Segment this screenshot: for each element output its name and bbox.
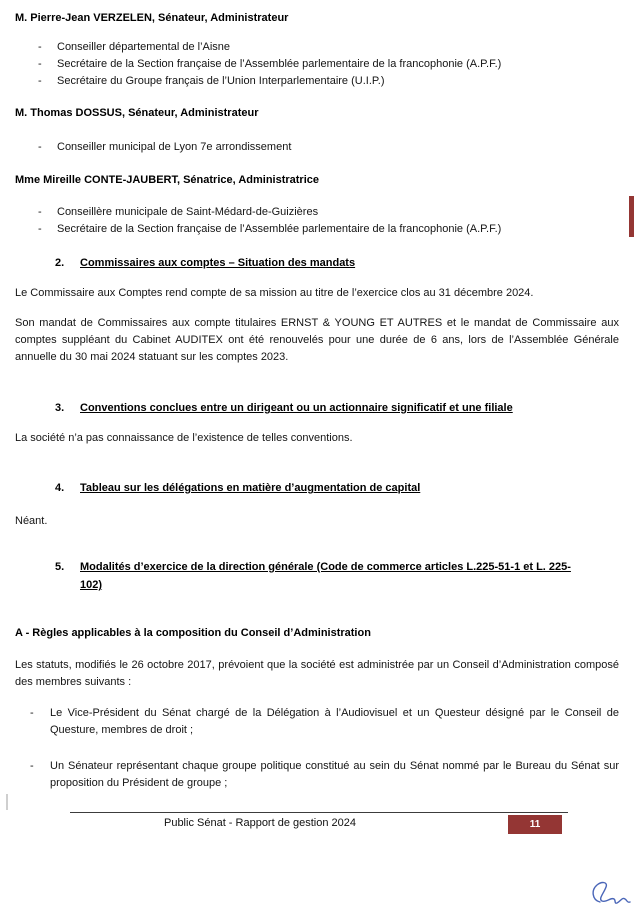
administrator-name: M. Pierre-Jean VERZELEN, Sénateur, Administrateur: [15, 12, 289, 24]
section-number: 4.: [55, 482, 65, 494]
section-heading: [15, 558, 619, 594]
mandate-text: Secrétaire du Groupe français de l’Union Interparlementaire (U.I.P.): [57, 75, 385, 87]
subsection-composition-conseil: [15, 625, 619, 792]
dash-marker: -: [38, 41, 42, 53]
mandate-text: Conseiller départemental de l’Aisne: [57, 41, 231, 53]
revision-margin-bar: [629, 196, 634, 237]
administrator-block-conte-jaubert: [15, 172, 619, 238]
paragraph: Néant.: [15, 515, 48, 527]
administrator-name: M. Thomas DOSSUS, Sénateur, Administrateur: [15, 107, 259, 119]
footer-divider: [70, 812, 568, 813]
dash-marker: -: [38, 223, 42, 235]
paragraph: Le Commissaire aux Comptes rend compte de sa mission au titre de l’exercice clos au 31 décembre 2024.: [15, 287, 534, 299]
mandates-list: [15, 204, 619, 238]
mandates-list: [15, 139, 619, 156]
section-heading: [15, 400, 619, 416]
section-direction-generale: [15, 558, 619, 594]
rule-text: Un Sénateur représentant chaque groupe politique constitué au sein du Sénat nommé par le Bureau du Sénat sur proposition du Président de groupe ;: [50, 760, 619, 789]
paragraph: Les statuts, modifiés le 26 octobre 2017, prévoient que la société est administrée par un Conseil d’Administration composé des membres suivants :: [15, 659, 619, 688]
dash-marker: -: [38, 75, 42, 87]
section-title: Conventions conclues entre un dirigeant ou un actionnaire significatif et une filiale: [80, 402, 513, 414]
dash-marker: -: [38, 58, 42, 70]
list-item: [15, 758, 619, 792]
administrator-block-dossus: [15, 105, 619, 156]
page-number-badge: [508, 815, 562, 834]
administrator-name: Mme Mireille CONTE-JAUBERT, Sénatrice, Administratrice: [15, 174, 320, 186]
section-number: 3.: [55, 402, 65, 414]
dash-marker: -: [30, 760, 34, 772]
mandate-text: Secrétaire de la Section française de l’Assemblée parlementaire de la francophonie (A.P.F.): [57, 58, 502, 70]
dash-marker: -: [38, 141, 42, 153]
section-number: 5.: [55, 561, 65, 573]
section-commissaires-aux-comptes: [15, 255, 619, 366]
dash-marker: -: [38, 206, 42, 218]
page-content: [15, 10, 619, 792]
section-number: 2.: [55, 257, 65, 269]
scan-edge-mark: [6, 794, 8, 810]
list-item: [15, 56, 619, 73]
section-heading: [15, 255, 619, 271]
composition-rules-list: [15, 705, 619, 792]
list-item: [15, 204, 619, 221]
mandates-list: [15, 39, 619, 90]
mandate-text: Secrétaire de la Section française de l’Assemblée parlementaire de la francophonie (A.P.F.): [57, 223, 502, 235]
list-item: [15, 705, 619, 739]
section-heading: [15, 480, 619, 496]
subsection-heading: A - Règles applicables à la composition du Conseil d’Administration: [15, 627, 371, 639]
mandate-text: Conseillère municipale de Saint-Médard-de-Guizières: [57, 206, 319, 218]
section-title: Commissaires aux comptes – Situation des mandats: [80, 257, 356, 269]
section-title: Modalités d’exercice de la direction générale (Code de commerce articles L.225-51-1 et L. 225-102): [80, 561, 571, 591]
paragraph: Son mandat de Commissaires aux compte titulaires ERNST & YOUNG ET AUTRES et le mandat de Commissaire aux comptes suppléant du Cabinet AUDITEX ont été renouvelés pour une durée de 6 ans, lors de l’Assemblée Générale annuelle du 30 mai 2024 statuant sur les comptes 2023.: [15, 317, 619, 363]
list-item: [15, 139, 619, 156]
dash-marker: -: [30, 707, 34, 719]
section-delegations-capital: [15, 480, 619, 529]
administrator-block-verzelen: [15, 10, 619, 90]
handwritten-initials-mark: [588, 878, 632, 912]
page-number: 11: [529, 819, 541, 830]
list-item: [15, 39, 619, 56]
list-item: [15, 221, 619, 238]
paragraph: La société n’a pas connaissance de l’existence de telles conventions.: [15, 432, 353, 444]
list-item: [15, 73, 619, 90]
rule-text: Le Vice-Président du Sénat chargé de la Délégation à l’Audiovisuel et un Questeur désigné par le Conseil de Questure, membres de droit ;: [50, 707, 619, 736]
section-title: Tableau sur les délégations en matière d’augmentation de capital: [80, 482, 421, 494]
section-conventions: [15, 400, 619, 446]
mandate-text: Conseiller municipal de Lyon 7e arrondissement: [57, 141, 292, 153]
footer-title: Public Sénat - Rapport de gestion 2024: [163, 817, 357, 829]
